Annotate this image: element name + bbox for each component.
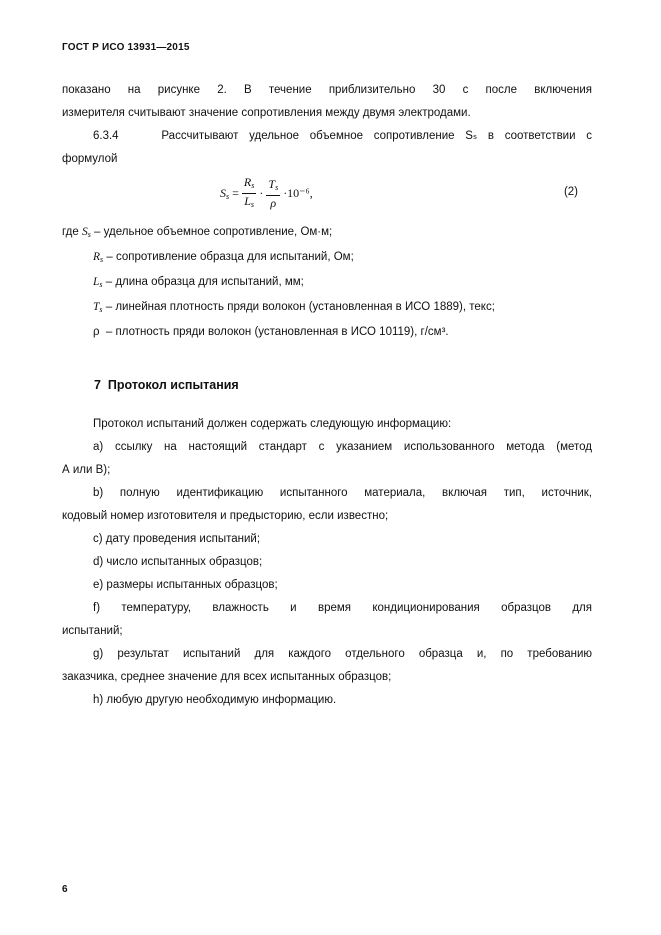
definition-text: – плотность пряди волокон (установленная в ИСО 10119), г/см³.	[99, 326, 449, 338]
document-header: ГОСТ Р ИСО 13931—2015	[62, 42, 190, 53]
list-item-c: c) дату проведения испытаний;	[93, 533, 261, 545]
page-content	[62, 79, 592, 712]
frac1-numerator: R	[243, 175, 252, 189]
definition-symbol-sub: s	[100, 255, 104, 264]
definition-text: – линейная плотность пряди волокон (установленная в ИСО 1889), текс;	[102, 301, 495, 313]
formula-lhs: S	[220, 186, 226, 200]
list-item-b-line-2: кодовый номер изготовителя и предысторию, если известно;	[62, 510, 389, 522]
formula-lhs-sub: s	[226, 192, 230, 201]
definition-rs	[62, 246, 592, 271]
frac2-numerator-sub: s	[275, 182, 279, 192]
definition-symbol: ρ	[93, 326, 100, 338]
definition-ss	[62, 221, 592, 246]
frac1-denominator: L	[244, 194, 251, 208]
definition-text: – удельное объемное сопротивление, Ом·м;	[90, 226, 333, 238]
frac2-numerator: T	[268, 176, 276, 191]
fraction-r-over-l	[242, 175, 256, 212]
definition-ls	[62, 271, 592, 296]
frac2-denominator: ρ	[270, 195, 277, 210]
formula-equals: =	[232, 186, 239, 200]
intro-line-2: измерителя считывают значение сопротивления между двумя электродами.	[62, 107, 471, 119]
list-item-d: d) число испытанных образцов;	[93, 556, 263, 568]
list-item-g-line-1: g) результат испытаний для каждого отдельного образца и, по требованию	[93, 648, 592, 660]
definition-symbol: R	[93, 251, 101, 263]
section-7-intro: Протокол испытаний должен содержать следующую информацию:	[93, 418, 452, 430]
definition-symbol-sub: s	[87, 230, 91, 239]
list-item-h: h) любую другую необходимую информацию.	[93, 694, 337, 706]
definition-symbol-sub: s	[99, 280, 103, 289]
fraction-t-over-rho	[266, 177, 280, 211]
list-item-e: e) размеры испытанных образцов;	[93, 579, 278, 591]
list-item-b-line-1: b) полную идентификацию испытанного материала, включая тип, источник,	[93, 487, 592, 499]
list-item-f-line-1: f) температуру, влажность и время кондиционирования образцов для	[93, 602, 592, 614]
definition-symbol: S	[81, 226, 88, 238]
list-item-f-line-2: испытаний;	[62, 625, 123, 637]
list-item-a-line-2: А или В);	[62, 464, 111, 476]
list-item-a-line-1: а) ссылку на настоящий стандарт с указанием использованного метода (метод	[93, 441, 592, 453]
formula-multiplier: ·10⁻⁶,	[283, 186, 313, 200]
clause-6-3-4-line-1: 6.3.4 Рассчитывают удельное объемное сопротивление Sₛ в соответствии с	[93, 130, 592, 142]
definition-text: – длина образца для испытаний, мм;	[102, 276, 304, 288]
frac1-numerator-sub: s	[251, 181, 255, 190]
frac1-denominator-sub: s	[250, 200, 255, 209]
definition-symbol: T	[93, 301, 100, 313]
intro-line-1: показано на рисунке 2. В течение приблизительно 30 с после включения	[62, 84, 592, 96]
definition-ts	[62, 296, 592, 321]
section-7-heading: 7 Протокол испытания	[94, 378, 239, 392]
definition-symbol: L	[93, 276, 100, 288]
definition-rho	[62, 321, 592, 344]
definition-prefix: где	[62, 226, 82, 238]
definition-symbol-sub: s	[99, 305, 103, 314]
page-number: 6	[62, 884, 68, 895]
formula-number: (2)	[563, 186, 578, 198]
list-item-g-line-2: заказчика, среднее значение для всех испытанных образцов;	[62, 671, 392, 683]
formula-2	[62, 173, 592, 219]
formula-expression	[220, 175, 313, 212]
section-7-body	[62, 413, 592, 712]
formula-dot: ·	[259, 186, 264, 200]
clause-6-3-4-line-2: формулой	[62, 153, 118, 165]
definition-text: – сопротивление образца для испытаний, Ом;	[103, 251, 354, 263]
